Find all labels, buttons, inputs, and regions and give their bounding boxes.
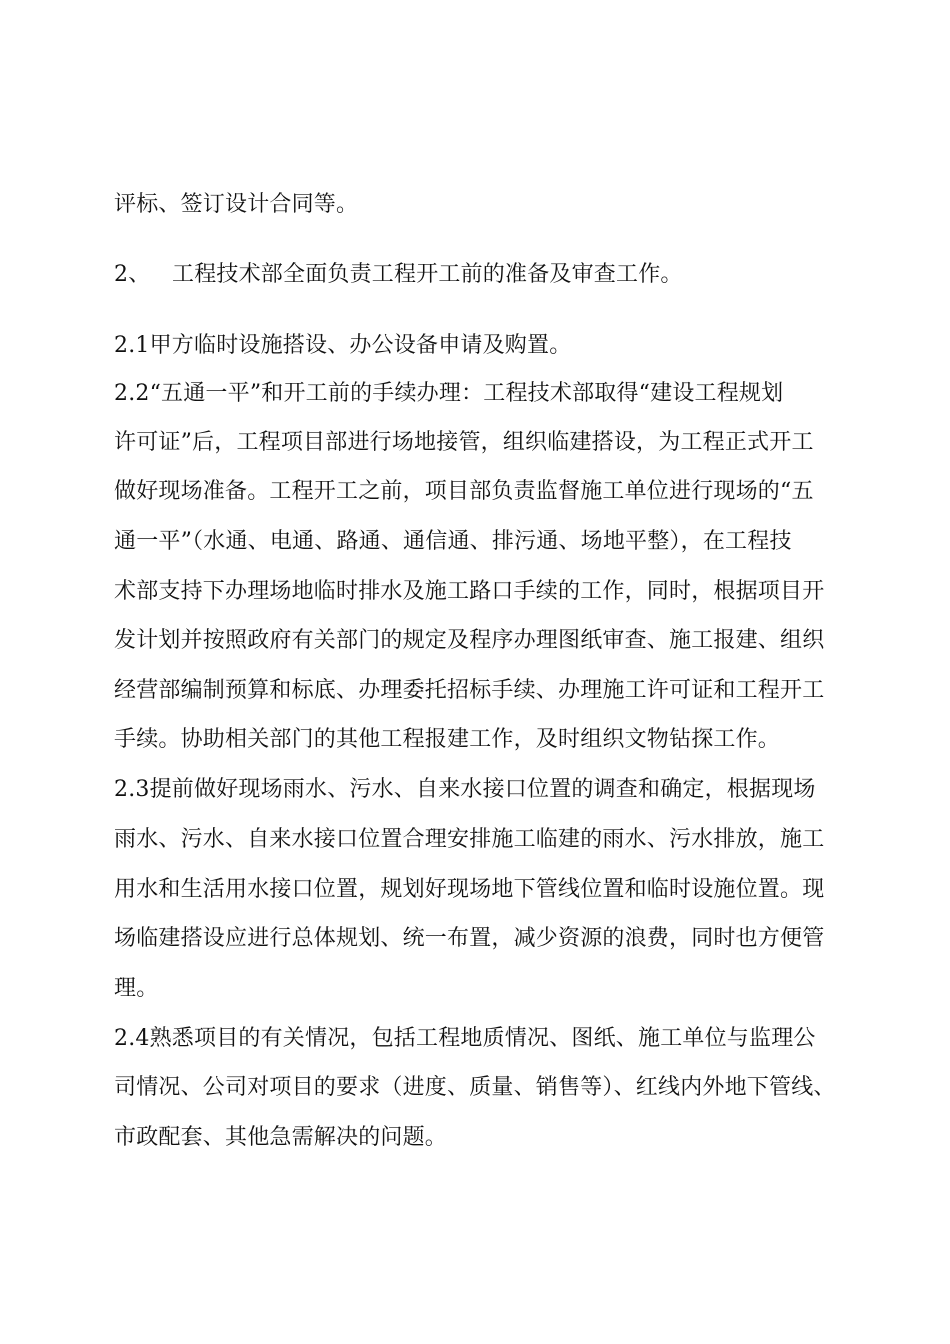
text-line: 许可证”后，工程项目部进行场地接管，组织临建搭设，为工程正式开工 bbox=[114, 430, 814, 455]
text-line: 术部支持下办理场地临时排水及施工路口手续的工作，同时，根据项目开 bbox=[114, 579, 825, 604]
text-line: 雨水、污水、自来水接口位置合理安排施工临建的雨水、污水排放，施工 bbox=[114, 827, 825, 852]
text-line: 司情况、公司对项目的要求（进度、质量、销售等）、红线内外地下管线、 bbox=[114, 1075, 836, 1100]
text-line: 发计划并按照政府有关部门的规定及程序办理图纸审查、施工报建、组织 bbox=[114, 628, 825, 653]
text-line: 用水和生活用水接口位置，规划好现场地下管线位置和临时设施位置。现 bbox=[114, 877, 825, 902]
section-heading-text: 工程技术部全面负责工程开工前的准备及审查工作。 bbox=[172, 262, 683, 287]
text-line: 场临建搭设应进行总体规划、统一布置，减少资源的浪费，同时也方便管 bbox=[114, 926, 825, 951]
text-line: 评标、签订设计合同等。 bbox=[114, 192, 359, 217]
text-line: 市政配套、其他急需解决的问题。 bbox=[114, 1125, 448, 1150]
text-line: 2.2“五通一平”和开工前的手续办理：工程技术部取得“建设工程规划 bbox=[114, 381, 784, 406]
section-number: 2、 bbox=[114, 262, 151, 287]
section-heading bbox=[114, 260, 683, 290]
text-line: 理。 bbox=[114, 976, 159, 1001]
text-line: 做好现场准备。工程开工之前，项目部负责监督施工单位进行现场的“五 bbox=[114, 479, 814, 504]
text-line: 2.3提前做好现场雨水、污水、自来水接口位置的调查和确定，根据现场 bbox=[114, 777, 816, 802]
text-line: 经营部编制预算和标底、办理委托招标手续、办理施工许可证和工程开工 bbox=[114, 678, 825, 703]
text-line: 2.4熟悉项目的有关情况，包括工程地质情况、图纸、施工单位与监理公 bbox=[114, 1026, 816, 1051]
text-line: 通一平”（水通、电通、路通、通信通、排污通、场地平整），在工程技 bbox=[114, 529, 792, 554]
text-line: 2.1甲方临时设施搭设、办公设备申请及购置。 bbox=[114, 333, 572, 358]
text-line: 手续。协助相关部门的其他工程报建工作，及时组织文物钻探工作。 bbox=[114, 727, 781, 752]
